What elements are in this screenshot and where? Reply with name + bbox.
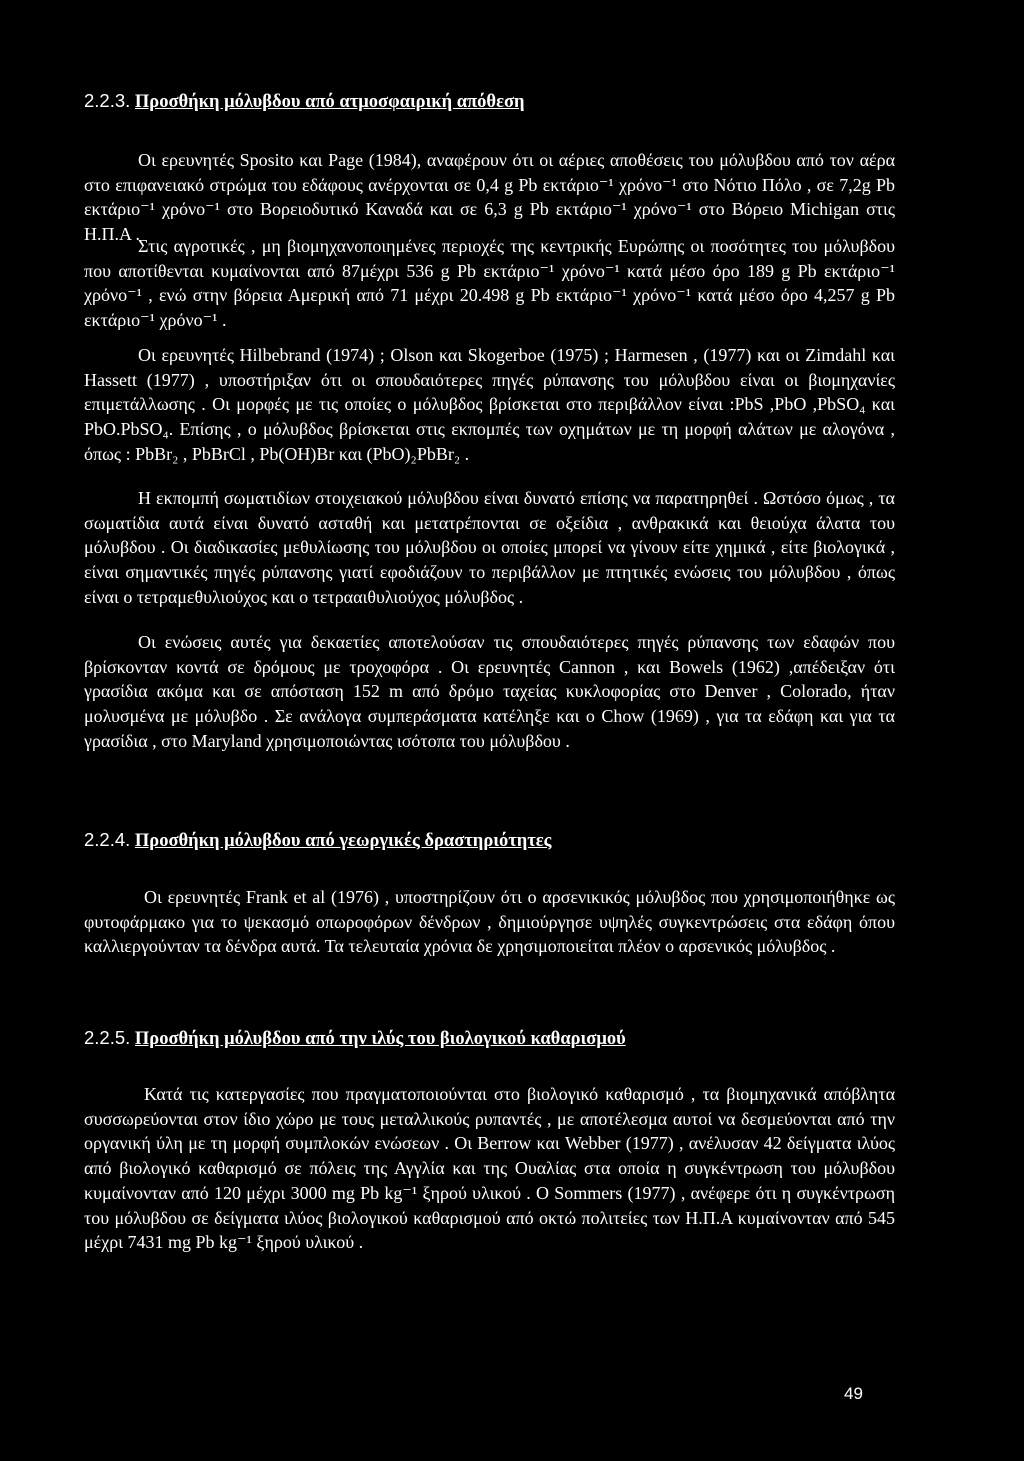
section-number: 2.2.3. [84, 90, 131, 111]
section-heading-2-2-5 [84, 1027, 626, 1050]
paragraph-text: Οι ενώσεις αυτές για δεκαετίες αποτελούσαν τις σπουδαιότερες πηγές ρύπανσης των εδαφών που βρίσκονταν κοντά σε δρόμους με τροχοφόρα . Οι ερευνητές Cannon , και Bowels (1962) ,απέδειξαν ότι γρασίδια ακόμα και σε απόσταση 152 m από δρόμο ταχείας κυκλοφορίας στο Denver , Colorado, ήταν μολυσμένα με μόλυβδο . Σε ανάλογα συμπεράσματα κατέληξε και ο Chow (1969) , για τα εδάφη και για τα γρασίδια , στο Maryland χρησιμοποιώντας ισότοπα του μόλυβδου . [84, 632, 895, 751]
paragraph-text: Οι ερευνητές Sposito και Page (1984), αναφέρουν ότι οι αέριες αποθέσεις του μόλυβδου από τον αέρα στο επιφανειακό στρώμα του εδάφους ανέρχονται σε 0,4 g Pb εκτάριο⁻¹ χρόνο⁻¹ στο Νότιο Πόλο , σε 7,2g Pb εκτάριο⁻¹ χρόνο⁻¹ στο Βορειοδυτικό Καναδά και σε 6,3 g Pb εκτάριο⁻¹ χρόνο⁻¹ στο Βόρειο Michigan στις Η.Π.Α . [84, 150, 895, 245]
paragraph [84, 234, 895, 333]
paragraph-text: Οι ερευνητές Frank et al (1976) , υποστηρίζουν ότι ο αρσενικικός μόλυβδος που χρησιμοποιήθηκε ως φυτοφάρμακο για το ψεκασμό οπωροφόρων δένδρων , δημιούργησε υψηλές συγκεντρώσεις στα εδάφη όπου καλλιεργούνταν τα δένδρα αυτά. Τα τελευταία χρόνια δε χρησιμοποιείται πλέον ο αρσενικός μόλυβδος . [84, 887, 895, 957]
page-number: 49 [844, 1384, 863, 1403]
paragraph [84, 148, 895, 247]
paragraph [84, 1082, 895, 1255]
paragraph-text: Κατά τις κατεργασίες που πραγματοποιούνται στο βιολογικό καθαρισμό , τα βιομηχανικά απόβλητα συσσωρεύονται στον ίδιο χώρο με τους μεταλλικούς ρυπαντές , με αποτέλεσμα αυτοί να δεσμεύονται από την οργανική ύλη με τη μορφή συμπλοκών ενώσεων . Οι Berrow και Webber (1977) , ανέλυσαν 42 δείγματα ιλύος από βιολογικό καθαρισμό σε πόλεις της Αγγλία και της Ουαλίας στα οποία η συγκέντρωση του μόλυβδου κυμαίνονταν από 120 μέχρι 3000 mg Pb kg⁻¹ ξηρού υλικού . Ο Sommers (1977) , ανέφερε ότι η συγκέντρωση του μόλυβδου σε δείγματα ιλύος βιολογικού καθαρισμού από οκτώ πολιτείες των Η.Π.Α κυμαίνονταν από 545 μέχρι 7431 mg Pb kg⁻¹ ξηρού υλικού . [84, 1084, 895, 1253]
paragraph [84, 486, 895, 610]
section-heading-2-2-4 [84, 829, 551, 852]
section-title: Προσθήκη μόλυβδου από ατμοσφαιρική απόθεση [134, 92, 525, 112]
paragraph [84, 343, 895, 467]
section-number: 2.2.4. [84, 829, 131, 850]
section-title: Προσθήκη μόλυβδου από γεωργικές δραστηριότητες [134, 831, 552, 851]
paragraph-text: Η εκπομπή σωματιδίων στοιχειακού μόλυβδου είναι δυνατό επίσης να παρατηρηθεί . Ωστόσο όμως , τα σωματίδια αυτά είναι δυνατό ασταθή και μετατρέπονται σε οξείδια , ανθρακικά και θειούχα άλατα του μόλυβδου . Οι διαδικασίες μεθυλίωσης του μόλυβδου οι οποίες μπορεί να γίνουν είτε χημικά , είτε βιολογικά , είναι σημαντικές πηγές ρύπανσης γιατί εφοδιάζουν το περιβάλλον με πτητικές ενώσεις του μόλυβδου , όπως είναι ο τετραμεθυλιούχος και ο τετρααιθυλιούχος μόλυβδος . [84, 488, 895, 607]
paragraph [84, 630, 895, 754]
section-title: Προσθήκη μόλυβδου από την ιλύς του βιολογικού καθαρισμού [134, 1029, 626, 1049]
paragraph-text: Στις αγροτικές , μη βιομηχανοποιημένες περιοχές της κεντρικής Ευρώπης οι ποσότητες του μόλυβδου που αποτίθενται κυμαίνονται από 87μέχρι 536 g Pb εκτάριο⁻¹ χρόνο⁻¹ κατά μέσο όρο 189 g Pb εκτάριο⁻¹ χρόνο⁻¹ , ενώ στην βόρεια Αμερική από 71 μέχρι 20.498 g Pb εκτάριο⁻¹ χρόνο⁻¹ κατά μέσο όρο 4,257 g Pb εκτάριο⁻¹ χρόνο⁻¹ . [84, 236, 895, 331]
paragraph [84, 885, 895, 959]
section-number: 2.2.5. [84, 1027, 131, 1048]
paragraph-text: Οι ερευνητές Hilbebrand (1974) ; Olson και Skogerboe (1975) ; Harmesen , (1977) και οι Zimdahl και Hassett (1977) , υποστήριξαν ότι οι σπουδαιότερες πηγές ρύπανσης του μόλυβδου είναι οι βιομηχανίες επιμετάλλωσης . Οι μορφές με τις οποίες ο μόλυβδος βρίσκεται στο περιβάλλον είναι :PbS ,PbO ,PbSO₄ και PbO.PbSO₄. Επίσης , ο μόλυβδος βρίσκεται στις εκπομπές των οχημάτων με τη μορφή αλάτων με αλογόνα , όπως : PbBr₂ , PbBrCl , Pb(OH)Br και (PbO)₂PbBr₂ . [84, 345, 895, 464]
section-heading-2-2-3 [84, 90, 525, 113]
